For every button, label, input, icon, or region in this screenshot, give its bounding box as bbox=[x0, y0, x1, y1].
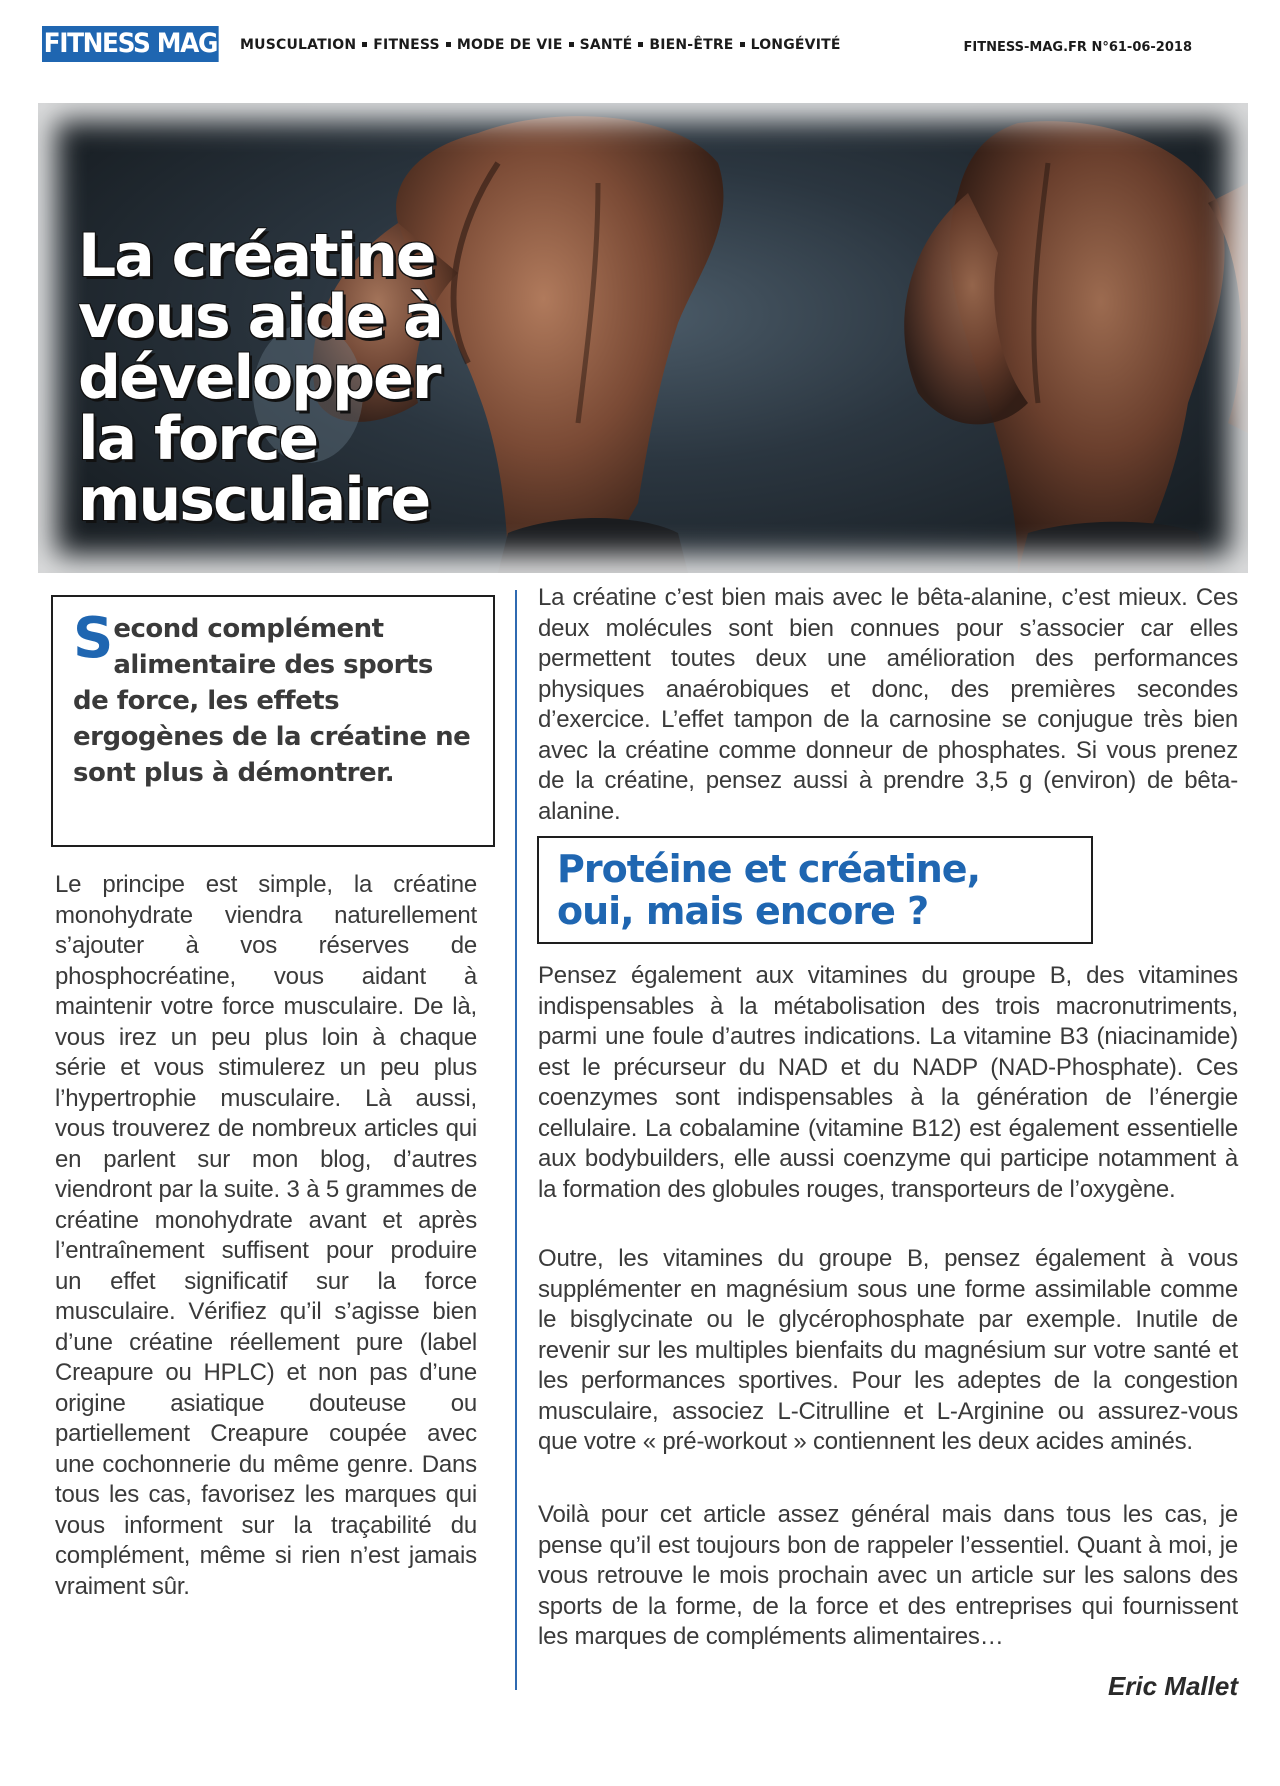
article-title bbox=[78, 221, 498, 535]
left-column-body: Le principe est simple, la créatine monohydrate viendra naturellement s’ajouter à vos réserves de phosphocréatine, vous aidant à maintenir votre force musculaire. De là, vous irez un peu plus loin à chaque série et vous stimulerez un peu plus l’hypertrophie musculaire. Là aussi, vous trouverez de nombreux articles qui en parlent sur mon blog, d’autres viendront par la suite. 3 à 5 grammes de créatine monohydrate avant et après l’entraînement suffisent pour produire un effet significatif sur la force musculaire. Vérifiez qu’il s’agisse bien d’une créatine réellement pure (label Creapure ou HPLC) et non pas d’une origine asiatique douteuse ou partiellement Creapure coupée avec une cochonnerie du même genre. Dans tous les cas, favorisez les marques qui vous informent sur la traçabilité du complément, même si rien n’est jamais vraiment sûr. bbox=[55, 871, 477, 1600]
lead-text: econd complément alimentaire des sports de force, les effets ergogènes de la créatine ne sont plus à démontrer. bbox=[73, 614, 471, 788]
column-divider bbox=[515, 590, 517, 1690]
nav-separator bbox=[446, 42, 451, 47]
section-nav bbox=[240, 37, 841, 53]
lead-paragraph bbox=[73, 606, 475, 791]
right-paragraph-vitamins: Pensez également aux vitamines du groupe B, des vitamines indispensables à la métabolisation des trois macronutriments, parmi une foule d’autres indications. La vitamine B3 (niacinamide) est le précurseur du NAD et du NADP (NAD-Phosphate). Ces coenzymes sont indispensables à la génération de l’énergie cellulaire. La cobalamine (vitamine B12) est également essentielle aux bodybuilders, elle aussi coenzyme qui participe notamment à la formation des globules rouges, transporteurs de l’oxygène. bbox=[538, 962, 1238, 1203]
nav-item-bien-etre[interactable]: BIEN-ÊTRE bbox=[649, 37, 734, 53]
title-line: La créatine bbox=[78, 221, 435, 291]
drop-cap: S bbox=[73, 606, 112, 671]
nav-separator bbox=[569, 42, 574, 47]
subheading bbox=[557, 848, 1073, 932]
subheading-line: Protéine et créatine, bbox=[557, 847, 981, 891]
subheading-line: oui, mais encore ? bbox=[557, 889, 929, 933]
nav-item-mode-de-vie[interactable]: MODE DE VIE bbox=[456, 37, 563, 53]
nav-item-longevite[interactable]: LONGÉVITÉ bbox=[750, 37, 841, 53]
issue-number: FITNESS-MAG.FR N°61-06-2018 bbox=[963, 40, 1192, 55]
author-signature: Eric Mallet bbox=[1107, 1671, 1238, 1701]
nav-separator bbox=[638, 42, 643, 47]
right-paragraph-magnesium: Outre, les vitamines du groupe B, pensez également à vous supplémenter en magnésium sous une forme assimilable comme le bisglycinate ou le glycérophosphate par exemple. Inutile de revenir sur les multiples bienfaits du magnésium sur votre santé et les performances sportives. Pour les adeptes de la congestion musculaire, associez L-Citrulline et L-Arginine ou assurez-vous que votre « pré-workout » contiennent les deux acides aminés. bbox=[538, 1245, 1238, 1455]
title-line: développer bbox=[78, 343, 440, 413]
subheading-box bbox=[537, 836, 1093, 944]
right-paragraph-conclusion: Voilà pour cet article assez général mais dans tous les cas, je pense qu’il est toujours bon de rappeler l’essentiel. Quant à moi, je vous retrouve le mois prochain avec un article sur les salons des sports de la forme, de la force et des entreprises qui fournissent les marques de compléments alimentaires… bbox=[538, 1501, 1238, 1650]
nav-item-fitness[interactable]: FITNESS bbox=[373, 37, 440, 53]
nav-item-sante[interactable]: SANTÉ bbox=[579, 37, 633, 53]
hero-image bbox=[38, 103, 1248, 573]
magazine-logo[interactable]: FITNESS MAG bbox=[42, 26, 219, 62]
title-line: la force bbox=[78, 404, 318, 474]
title-line: vous aide à bbox=[78, 282, 442, 352]
right-column-intro: La créatine c’est bien mais avec le bêta-alanine, c’est mieux. Ces deux molécules sont bien connues pour s’associer car elles permettent toutes deux une amélioration des performances physiques anaérobiques et donc, des premières secondes d’exercice. L’effet tampon de la carnosine se conjugue très bien avec la créatine comme donneur de phosphates. Si vous prenez de la créatine, pensez aussi à prendre 3,5 g (environ) de bêta-alanine. bbox=[538, 584, 1238, 825]
nav-separator bbox=[362, 42, 367, 47]
nav-separator bbox=[740, 42, 745, 47]
nav-item-musculation[interactable]: MUSCULATION bbox=[240, 37, 357, 53]
title-line: musculaire bbox=[78, 465, 430, 535]
lead-box bbox=[51, 595, 495, 847]
